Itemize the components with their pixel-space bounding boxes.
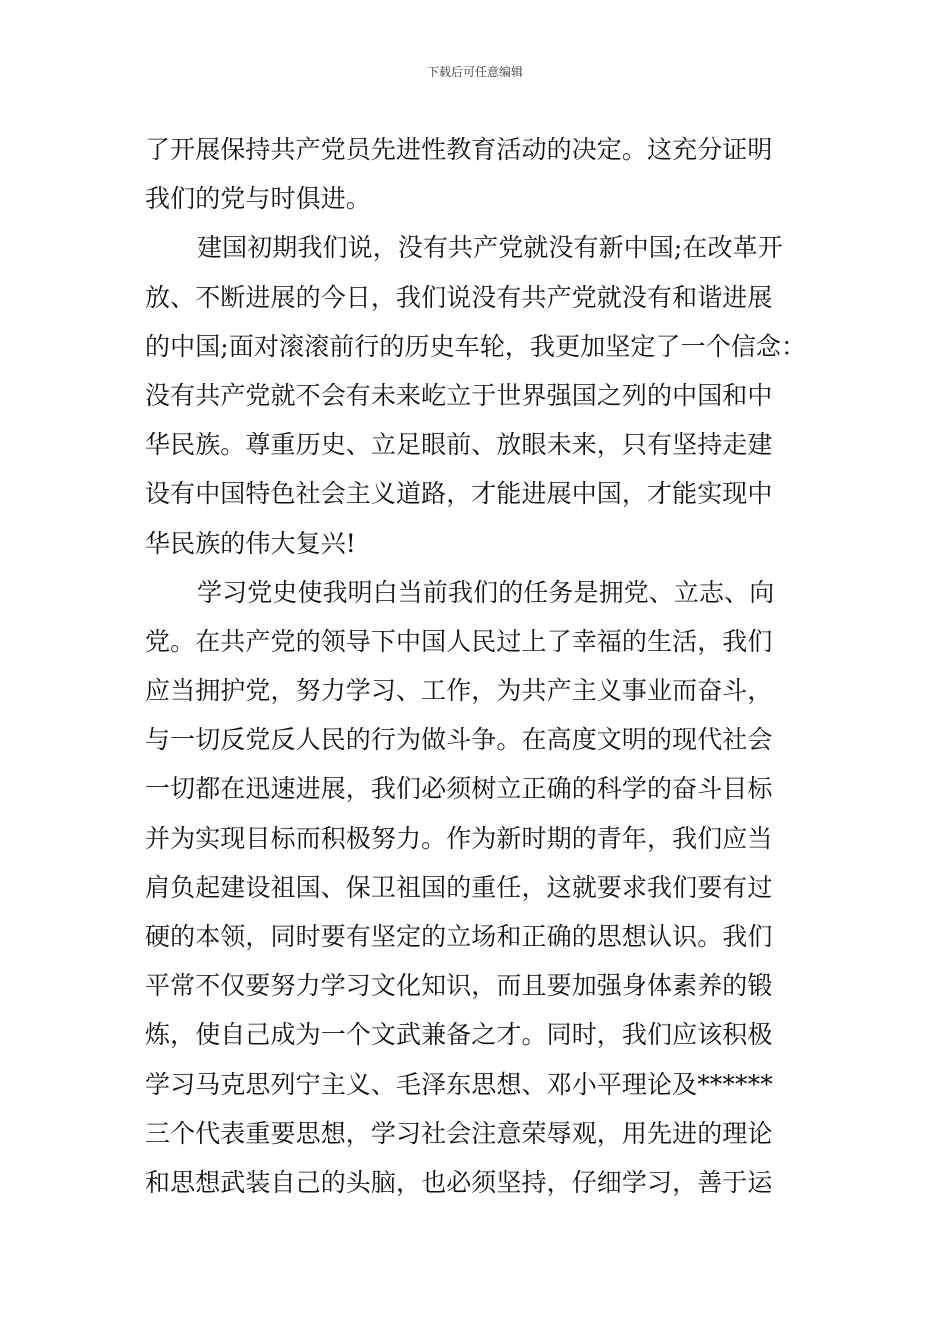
paragraph — [145, 568, 810, 1207]
paragraph — [145, 125, 810, 223]
text-line: 党。在共产党的领导下中国人民过上了幸福的生活，我们 — [145, 626, 773, 656]
text-line: 并为实现目标而积极努力。作为新时期的青年，我们应当 — [145, 823, 773, 853]
text-line: 学习党史使我明白当前我们的任务是拥党、立志、向 — [197, 577, 775, 607]
text-line: 学习马克思列宁主义、毛泽东思想、邓小平理论及****** — [145, 1069, 773, 1099]
text-line: 应当拥护党，努力学习、工作，为共产主义事业而奋斗， — [145, 676, 773, 706]
text-line: 的中国;面对滚滚前行的历史车轮，我更加坚定了一个信念： — [145, 331, 807, 361]
text-line: 炼，使自己成为一个文武兼备之才。同时，我们应该积极 — [145, 1020, 773, 1050]
text-line: 放、不断进展的今日，我们说没有共产党就没有和谐进展 — [145, 282, 773, 312]
text-line: 与一切反党反人民的行为做斗争。在高度文明的现代社会 — [145, 725, 773, 755]
page-header: 下载后可任意编辑 — [426, 65, 523, 79]
text-line: 三个代表重要思想，学习社会注意荣辱观，用先进的理论 — [145, 1118, 773, 1148]
text-line: 一切都在迅速进展，我们必须树立正确的科学的奋斗目标 — [145, 774, 773, 804]
text-line: 华民族的伟大复兴! — [145, 528, 356, 558]
text-line: 没有共产党就不会有未来屹立于世界强国之列的中国和中 — [145, 380, 773, 410]
text-line: 肩负起建设祖国、保卫祖国的重任，这就要求我们要有过 — [145, 872, 773, 902]
text-line: 和思想武装自己的头脑，也必须坚持，仔细学习，善于运 — [145, 1167, 773, 1197]
paragraph — [145, 223, 810, 567]
text-line: 建国初期我们说，没有共产党就没有新中国;在改革开 — [197, 233, 783, 263]
text-line: 设有中国特色社会主义道路，才能进展中国，才能实现中 — [145, 479, 773, 509]
text-line: 华民族。尊重历史、立足眼前、放眼未来，只有坚持走建 — [145, 430, 773, 460]
text-line: 硬的本领，同时要有坚定的立场和正确的思想认识。我们 — [145, 922, 773, 951]
text-line: 了开展保持共产党员先进性教育活动的决定。这充分证明 — [145, 135, 773, 164]
text-line: 平常不仅要努力学习文化知识，而且要加强身体素养的锻 — [145, 971, 773, 1001]
document-body — [145, 125, 810, 1207]
text-line: 我们的党与时俱进。 — [145, 184, 371, 214]
